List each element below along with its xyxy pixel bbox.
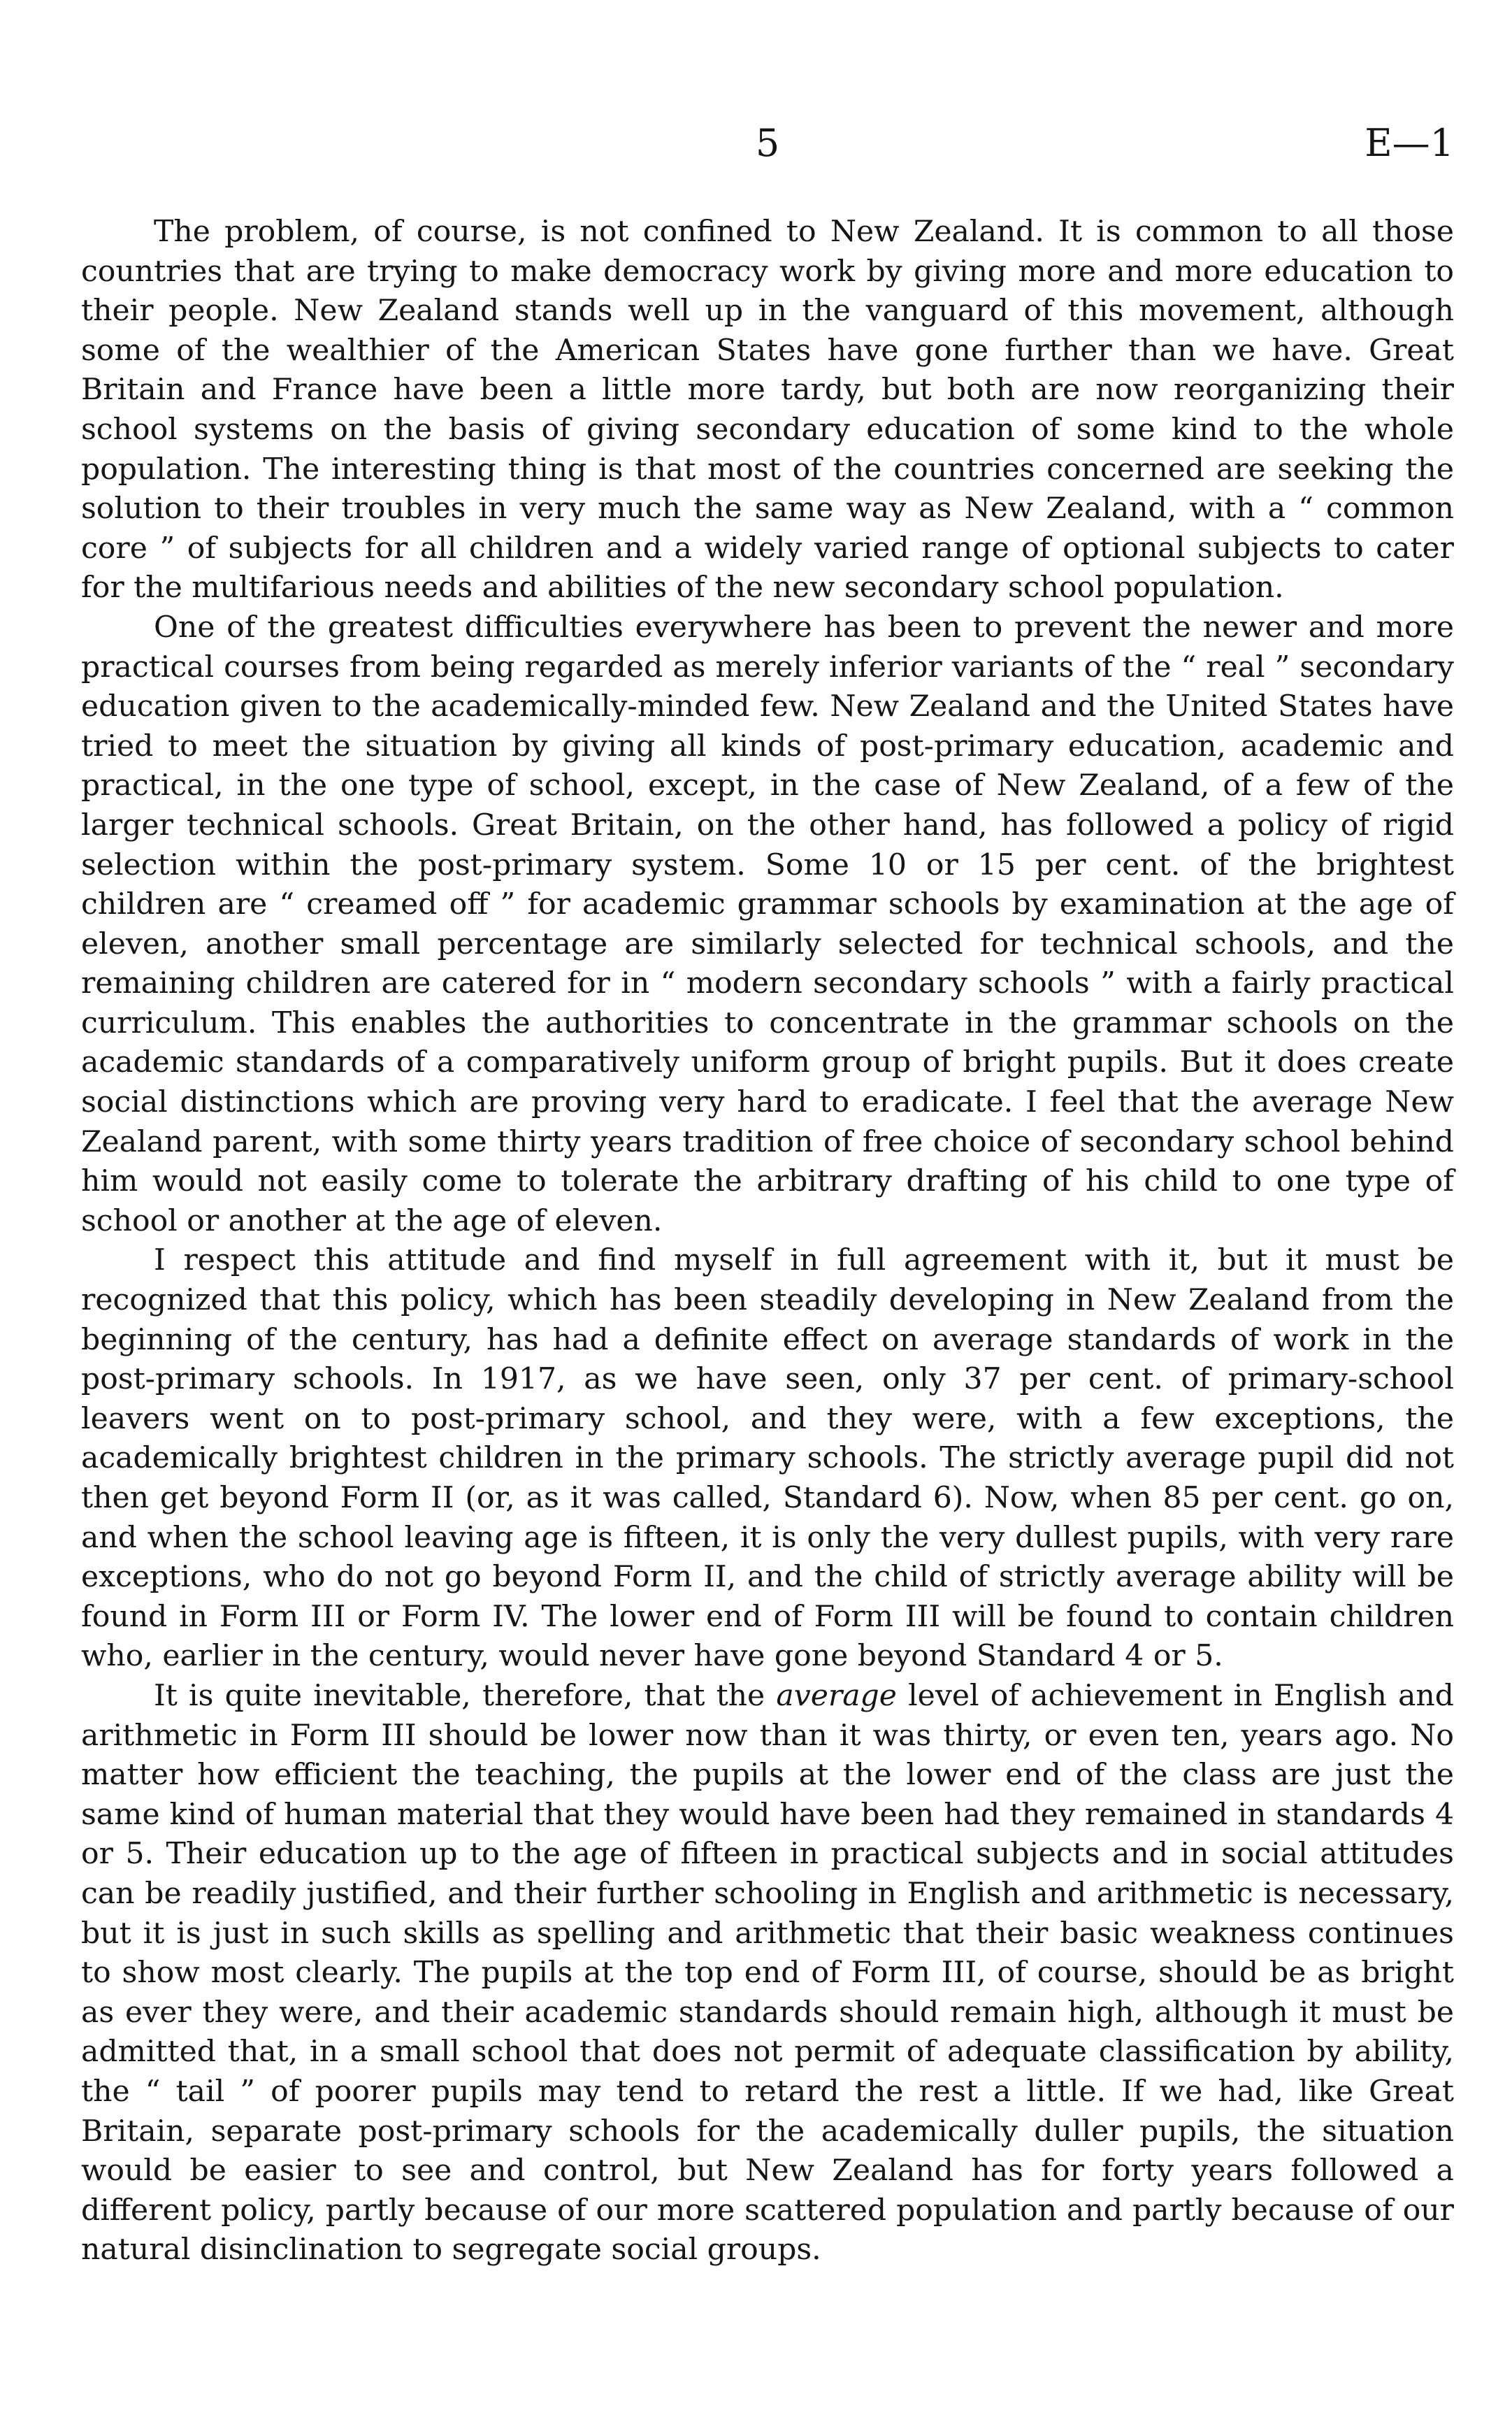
paragraph (81, 1677, 1454, 2270)
paragraph-text: It is quite inevitable, therefore, that the (154, 1678, 777, 1713)
page-header (81, 112, 1454, 175)
paragraph: One of the greatest difficulties everywhere has been to prevent the newer and more practical courses from being regarded as merely inferior variants of the “ real ” secondary education given to the academically-minded few. New Zealand and the United States have tried to meet the situation by giving all kinds of post-primary education, academic and practical, in the one type of school, except, in the case of New Zealand, of a few of the larger technical schools. Great Britain, on the other hand, has followed a policy of rigid selection within the post-primary system. Some 10 or 15 per cent. of the brightest children are “ creamed off ” for academic grammar schools by examination at the age of eleven, another small percentage are similarly selected for technical schools, and the remaining children are catered for in “ modern secondary schools ” with a fairly practical curriculum. This enables the authorities to concentrate in the grammar schools on the academic standards of a comparatively uniform group of bright pupils. But it does create social distinctions which are proving very hard to eradicate. I feel that the average New Zealand parent, with some thirty years tradition of free choice of secondary school behind him would not easily come to tolerate the arbitrary drafting of his child to one type of school or another at the age of eleven. (81, 610, 1454, 1238)
paragraph-text: level of achievement in English and arithmetic in Form III should be lower now than it was thirty, or even ten, years ago. No matter how efficient the teaching, the pupils at the lower end of the class are just the same kind of human material that they would have been had they remained in standards 4 or 5. Their education up to the age of fifteen in practical subjects and in social attitudes can be readily justified, and their further schooling in English and arithmetic is necessary, but it is just in such skills as spelling and arithmetic that their basic weakness continues to show most clearly. The pupils at the top end of Form III, of course, should be as bright as ever they were, and their academic standards should remain high, although it must be admitted that, in a small school that does not permit of adequate classification by ability, the “ tail ” of poorer pupils may tend to retard the rest a little. If we had, like Great Britain, separate post-primary schools for the academically duller pupils, the situation would be easier to see and control, but New Zealand has for forty years followed a different policy, partly because of our more scattered population and partly because of our natural disinclination to segregate social groups. (81, 1678, 1454, 2267)
paragraph: I respect this attitude and find myself in full agreement with it, but it must be recognized that this policy, which has been steadily developing in New Zealand from the beginning of the century, has had a definite effect on average standards of work in the post-primary schools. In 1917, as we have seen, only 37 per cent. of primary-school leavers went on to post-primary school, and they were, with a few exceptions, the academically brightest children in the primary schools. The strictly average pupil did not then get beyond Form II (or, as it was called, Standard 6). Now, when 85 per cent. go on, and when the school leaving age is fifteen, it is only the very dullest pupils, with very rare exceptions, who do not go beyond Form II, and the child of strictly average ability will be found in Form III or Form IV. The lower end of Form III will be found to contain children who, earlier in the century, would never have gone beyond Standard 4 or 5. (81, 1243, 1454, 1674)
report-code: E—1 (1365, 121, 1454, 165)
paragraph: The problem, of course, is not confined to New Zealand. It is common to all those countries that are trying to make democracy work by giving more and more education to their people. New Zealand stands well up in the vanguard of this movement, although some of the wealthier of the American States have gone further than we have. Great Britain and France have been a little more tardy, but both are now reorganizing their school systems on the basis of giving secondary education of some kind to the whole population. The interesting thing is that most of the countries concerned are seeking the solution to their troubles in very much the same way as New Zealand, with a “ common core ” of subjects for all children and a widely varied range of optional subjects to cater for the multifarious needs and abilities of the new secondary school population. (81, 215, 1454, 605)
page-number: 5 (755, 121, 780, 165)
document-body (81, 213, 1454, 2270)
emphasized-word: average (776, 1678, 897, 1713)
